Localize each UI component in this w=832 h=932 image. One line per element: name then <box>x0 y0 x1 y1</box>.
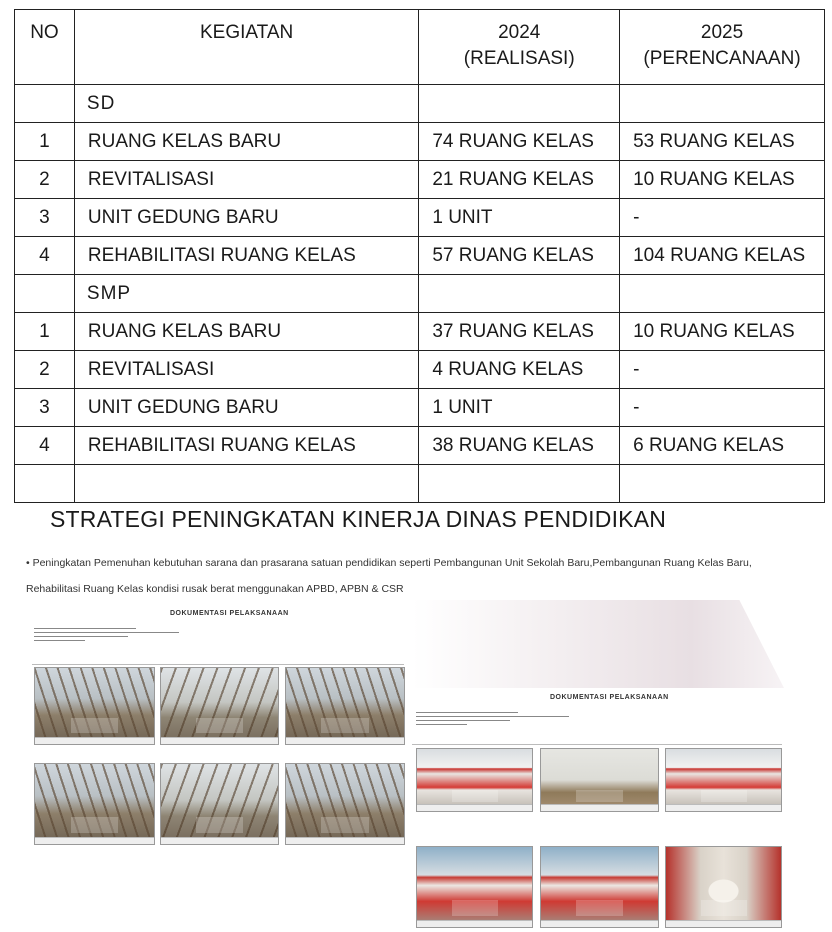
row-2024: 4 RUANG KELAS <box>419 351 620 389</box>
row-no: 2 <box>15 161 75 199</box>
table-row <box>15 199 825 237</box>
row-2025: 6 RUANG KELAS <box>620 427 825 465</box>
row-kegiatan: RUANG KELAS BARU <box>74 313 418 351</box>
section-row-sd <box>15 85 825 123</box>
section-label-smp: SMP <box>74 275 418 313</box>
row-2025: 104 RUANG KELAS <box>620 237 825 275</box>
row-kegiatan: REVITALISASI <box>74 351 418 389</box>
construction-photo <box>34 763 155 845</box>
row-2024: 21 RUANG KELAS <box>419 161 620 199</box>
header-2024-sub: (REALISASI) <box>463 48 575 69</box>
construction-photo <box>160 667 279 745</box>
construction-photo <box>285 667 405 745</box>
table-row <box>15 427 825 465</box>
row-2024: 1 UNIT <box>419 389 620 427</box>
row-kegiatan: UNIT GEDUNG BARU <box>74 389 418 427</box>
documentation-title-right: DOKUMENTASI PELAKSANAAN <box>550 694 669 701</box>
header-2025 <box>620 10 825 85</box>
construction-photo <box>285 763 405 845</box>
row-2025: - <box>620 351 825 389</box>
header-no: NO <box>15 10 75 85</box>
corridor-photo <box>665 846 782 928</box>
decorative-band <box>412 600 784 688</box>
row-no: 4 <box>15 427 75 465</box>
building-photo <box>416 846 533 928</box>
row-2024: 37 RUANG KELAS <box>419 313 620 351</box>
row-kegiatan: RUANG KELAS BARU <box>74 123 418 161</box>
header-2025-year: 2025 <box>700 22 744 43</box>
row-kegiatan: UNIT GEDUNG BARU <box>74 199 418 237</box>
row-2024: 74 RUANG KELAS <box>419 123 620 161</box>
table-row <box>15 351 825 389</box>
row-2024: 1 UNIT <box>419 199 620 237</box>
strategy-line-1: • Peningkatan Pemenuhan kebutuhan sarana dan prasarana satuan pendidikan seperti Pembangunan Unit Sekolah Baru,Pembangunan Ruang Kelas Baru, <box>26 557 752 569</box>
table-row <box>15 161 825 199</box>
row-no: 1 <box>15 123 75 161</box>
row-2024: 57 RUANG KELAS <box>419 237 620 275</box>
header-2024 <box>419 10 620 85</box>
row-2025: - <box>620 199 825 237</box>
header-2024-year: 2024 <box>498 22 541 43</box>
row-no: 3 <box>15 389 75 427</box>
strategy-line-2: Rehabilitasi Ruang Kelas kondisi rusak berat menggunakan APBD, APBN & CSR <box>26 583 404 595</box>
documentation-meta-left <box>34 626 204 650</box>
row-no: 2 <box>15 351 75 389</box>
table-row <box>15 237 825 275</box>
empty-row <box>15 465 825 503</box>
construction-photo <box>160 763 279 845</box>
row-no: 3 <box>15 199 75 237</box>
construction-photo <box>34 667 155 745</box>
classroom-photo <box>540 748 659 812</box>
header-kegiatan: KEGIATAN <box>74 10 418 85</box>
documentation-panel-right <box>412 600 784 930</box>
building-photo <box>665 748 782 812</box>
documentation-title-left: DOKUMENTASI PELAKSANAAN <box>170 610 289 617</box>
row-2024: 38 RUANG KELAS <box>419 427 620 465</box>
strategy-title: STRATEGI PENINGKATAN KINERJA DINAS PENDIDIKAN <box>50 506 667 532</box>
documentation-meta-right <box>416 710 586 734</box>
section-label-sd: SD <box>74 85 418 123</box>
building-photo <box>540 846 659 928</box>
table-row <box>15 123 825 161</box>
building-photo <box>416 748 533 812</box>
section-row-smp <box>15 275 825 313</box>
row-kegiatan: REHABILITASI RUANG KELAS <box>74 427 418 465</box>
table-header-row <box>15 10 825 85</box>
row-2025: 10 RUANG KELAS <box>620 161 825 199</box>
table-row <box>15 389 825 427</box>
documentation-panel-left <box>32 607 406 852</box>
row-2025: 53 RUANG KELAS <box>620 123 825 161</box>
row-2025: - <box>620 389 825 427</box>
row-no: 4 <box>15 237 75 275</box>
table-row <box>15 313 825 351</box>
header-2025-sub: (PERENCANAAN) <box>643 48 801 69</box>
row-kegiatan: REHABILITASI RUANG KELAS <box>74 237 418 275</box>
kinerja-table <box>14 9 825 503</box>
row-kegiatan: REVITALISASI <box>74 161 418 199</box>
row-no: 1 <box>15 313 75 351</box>
row-2025: 10 RUANG KELAS <box>620 313 825 351</box>
